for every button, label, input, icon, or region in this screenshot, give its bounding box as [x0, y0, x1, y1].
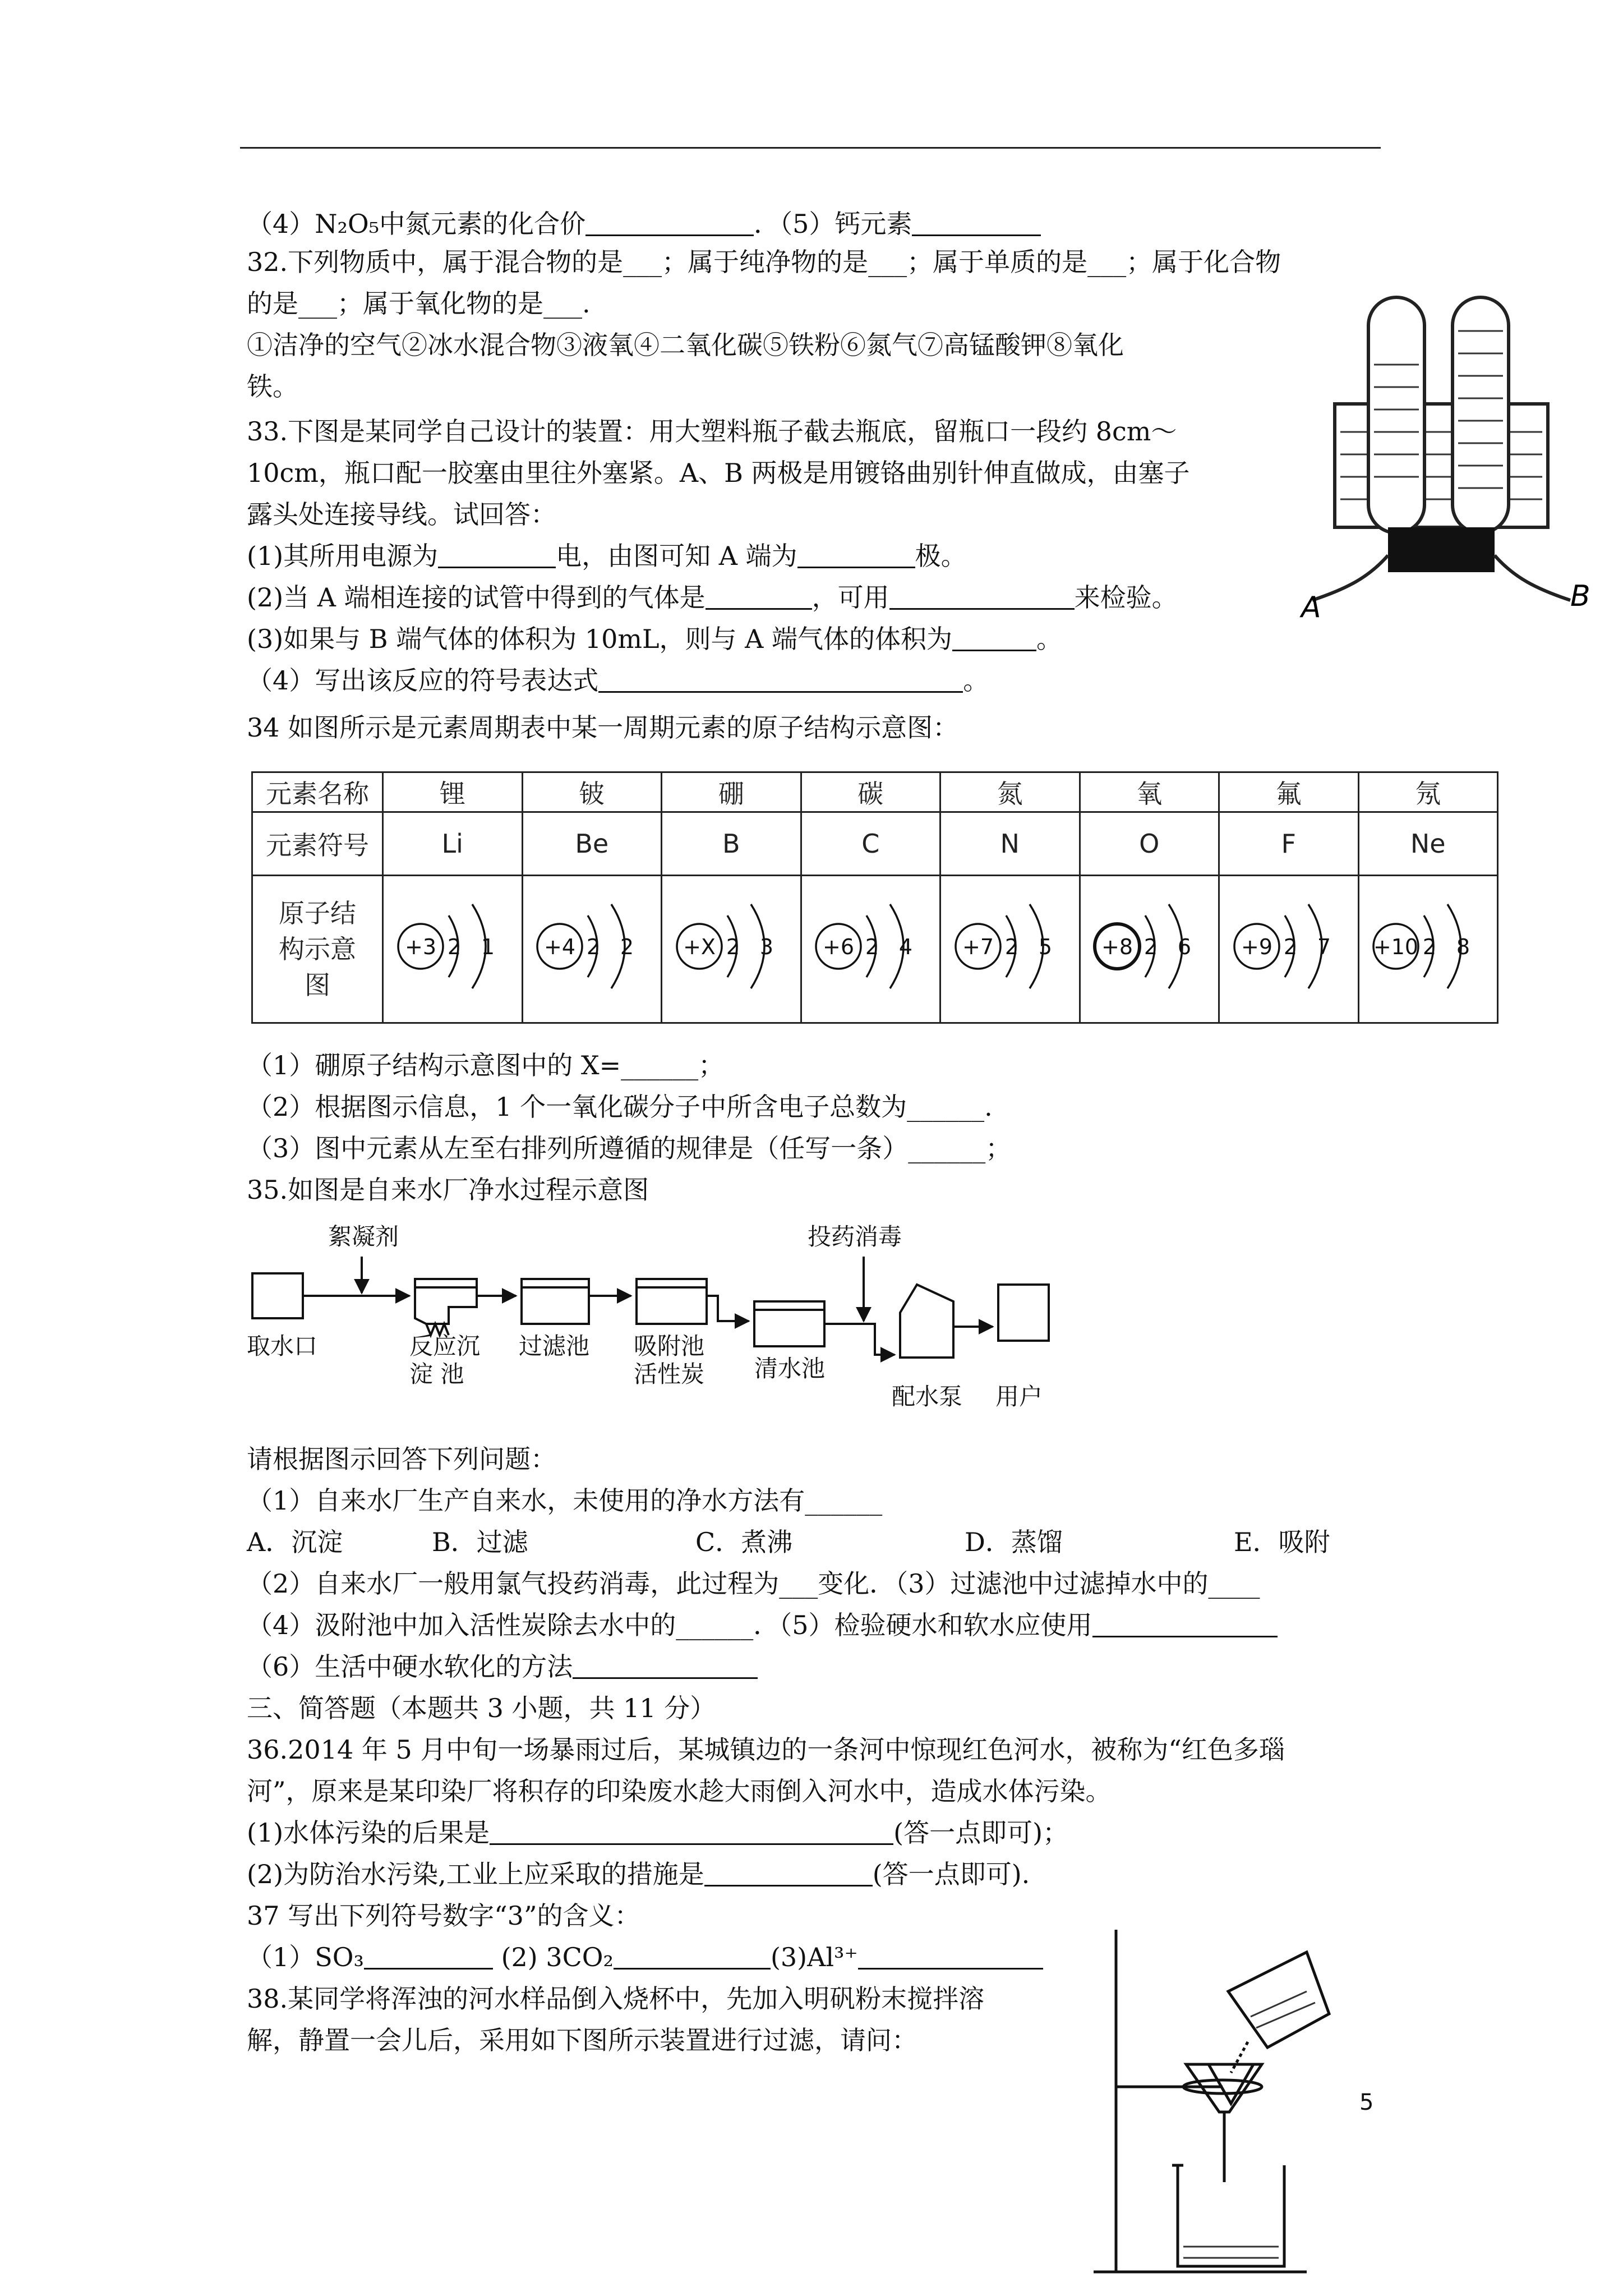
q35-6-text: （6）生活中硬水软化的方法 — [247, 1651, 573, 1682]
element-symbol: N — [940, 812, 1080, 876]
element-name: 硼 — [662, 772, 801, 812]
shell-2-electrons: 6 — [1178, 934, 1192, 959]
row-header — [252, 876, 383, 1023]
option-b: B．过滤 — [432, 1527, 528, 1557]
nucleus-charge: +X — [683, 934, 716, 959]
answer-blank[interactable] — [704, 1860, 873, 1887]
element-name: 碳 — [801, 772, 940, 812]
element-name: 氮 — [940, 772, 1080, 812]
q37-parts-line — [247, 1941, 1043, 1973]
q37-1-text: （1）SO₃ — [247, 1942, 364, 1972]
q34-2-line: （2）根据图示信息，1 个一氧化碳分子中所含电子总数为______. — [247, 1092, 993, 1122]
answer-blank[interactable] — [1092, 1611, 1278, 1637]
shell-2-electrons: 5 — [1038, 934, 1052, 959]
q35-ask-line: 请根据图示回答下列问题： — [247, 1444, 556, 1474]
table-row — [252, 876, 1498, 1023]
atom-diagram — [667, 885, 796, 1008]
shell-2-electrons: 4 — [899, 934, 913, 959]
element-name: 氧 — [1080, 772, 1219, 812]
q35-1-line: （1）自来水厂生产自来水，未使用的净水方法有______ — [247, 1485, 883, 1516]
atom-diagram-cell — [662, 876, 801, 1023]
q34-1-line: （1）硼原子结构示意图中的 X=______； — [247, 1050, 725, 1080]
shell-2-electrons: 3 — [759, 934, 773, 959]
settle-tank-label-2: 淀 池 — [409, 1360, 464, 1388]
nucleus-charge: +3 — [404, 934, 436, 959]
shell-1-electrons: 2 — [1423, 934, 1437, 959]
q36-1-text: (1)水体污染的后果是 — [247, 1818, 490, 1848]
q33-4-line — [247, 664, 989, 697]
shell-1-electrons: 2 — [1283, 934, 1297, 959]
q33-1-line — [247, 540, 967, 572]
answer-blank[interactable] — [598, 666, 963, 693]
q35-line: 35.如图是自来水厂净水过程示意图 — [247, 1175, 649, 1205]
shell-1-electrons: 2 — [1004, 934, 1018, 959]
q33-2-text-c: 来检验。 — [1074, 582, 1178, 613]
nucleus-charge: +7 — [962, 934, 994, 959]
answer-blank[interactable] — [490, 1819, 893, 1845]
element-symbol: Li — [383, 812, 523, 876]
electrode-b-label: B — [1570, 579, 1590, 613]
answer-blank[interactable] — [912, 210, 1041, 236]
row-header-text: 原子结构示意图 — [279, 898, 356, 1000]
answer-blank[interactable] — [889, 583, 1075, 610]
disinfect-label: 投药消毒 — [808, 1223, 902, 1250]
filtration-apparatus-figure — [1082, 1918, 1441, 2277]
answer-blank[interactable] — [614, 1943, 771, 1970]
option-d: D．蒸馏 — [965, 1527, 1063, 1557]
q35-4-text: （4）汲附池中加入活性炭除去水中的______．（5）检验硬水和软水应使用 — [247, 1610, 1092, 1640]
answer-blank[interactable] — [364, 1943, 493, 1970]
row-header: 元素符号 — [252, 812, 383, 876]
atomic-structure-table — [251, 771, 1498, 1024]
q33-line-a: 33.下图是某同学自己设计的装置：用大塑料瓶子截去瓶底，留瓶口一段约 8cm～ — [247, 416, 1177, 447]
header-rule — [240, 147, 1381, 149]
atom-diagram — [1085, 885, 1214, 1008]
q33-4-text-b: 。 — [963, 665, 989, 696]
q36-2-line — [247, 1858, 1030, 1890]
q33-1-text-b: 电，由图可知 A 端为 — [556, 541, 797, 571]
answer-blank[interactable] — [952, 625, 1036, 651]
nucleus-charge: +4 — [544, 934, 576, 959]
shell-2-electrons: 1 — [481, 934, 495, 959]
q32-line-a: 32.下列物质中，属于混合物的是___；属于纯净物的是___；属于单质的是___；属于化合物 — [247, 247, 1281, 277]
answer-blank[interactable] — [573, 1653, 758, 1679]
answer-blank[interactable] — [585, 210, 754, 236]
q33-2-text-a: (2)当 A 端相连接的试管中得到的气体是 — [247, 582, 706, 613]
nucleus-charge: +10 — [1373, 934, 1419, 959]
element-name: 氖 — [1358, 772, 1498, 812]
shell-2-electrons: 8 — [1456, 934, 1470, 959]
user-label: 用户 — [995, 1383, 1043, 1410]
q33-line-c: 露头处连接导线。试回答： — [247, 499, 556, 530]
element-symbol: F — [1219, 812, 1359, 876]
q33-1-text-a: (1)其所用电源为 — [247, 541, 439, 571]
option-a: A．沉淀 — [247, 1527, 343, 1557]
element-symbol: O — [1080, 812, 1219, 876]
option-e: E．吸附 — [1234, 1527, 1330, 1557]
shell-1-electrons: 2 — [726, 934, 740, 959]
settle-tank-label-1: 反应沉 — [409, 1332, 481, 1360]
element-name: 氟 — [1219, 772, 1359, 812]
q36-2-hint: (答一点即可). — [872, 1859, 1030, 1889]
filter-tank-label: 过滤池 — [519, 1332, 590, 1360]
clear-water-tank-label: 清水池 — [754, 1355, 826, 1382]
shell-1-electrons: 2 — [447, 934, 461, 959]
atom-diagram-cell — [801, 876, 940, 1023]
q36-line-b: 河”，原来是某印染厂将积存的印染废水趁大雨倒入河水中，造成水体污染。 — [247, 1776, 1112, 1806]
q33-2-text-b: ，可用 — [811, 582, 889, 613]
q31-line — [247, 208, 1041, 240]
atom-diagram-cell — [1219, 876, 1359, 1023]
element-name: 锂 — [383, 772, 523, 812]
nucleus-charge: +6 — [823, 934, 855, 959]
intake-label: 取水口 — [247, 1332, 318, 1360]
electrolysis-apparatus-figure — [1290, 286, 1604, 634]
q36-2-text: (2)为防治水污染,工业上应采取的措施是 — [247, 1859, 704, 1889]
shell-1-electrons: 2 — [1144, 934, 1158, 959]
q35-4-line — [247, 1609, 1278, 1641]
adsorb-tank-label-1: 吸附池 — [634, 1332, 705, 1360]
element-symbol: C — [801, 812, 940, 876]
atom-diagram — [1224, 885, 1353, 1008]
q33-4-text-a: （4）写出该反应的符号表达式 — [247, 665, 599, 696]
atom-diagram-cell — [940, 876, 1080, 1023]
atom-diagram — [1363, 885, 1492, 1008]
atom-diagram-cell — [1080, 876, 1219, 1023]
q32-line-b: 的是___；属于氧化物的是___. — [247, 288, 591, 319]
q32-line-c: ①洁净的空气②冰水混合物③液氧④二氧化碳⑤铁粉⑥氮气⑦高锰酸钾⑧氧化 — [247, 330, 1124, 360]
pump-label: 配水泵 — [892, 1383, 963, 1410]
q35-6-line — [247, 1650, 758, 1683]
element-symbol: Ne — [1358, 812, 1498, 876]
q36-1-line — [247, 1816, 1068, 1849]
atom-diagram-cell — [1358, 876, 1498, 1023]
q36-1-hint: (答一点即可)； — [893, 1818, 1069, 1848]
atom-diagram — [806, 885, 935, 1008]
q33-3-text-b: 。 — [1036, 624, 1062, 654]
page-number: 5 — [1359, 2090, 1374, 2115]
q38-line-b: 解，静置一会儿后，采用如下图所示装置进行过滤，请问： — [247, 2025, 917, 2055]
element-name: 铍 — [522, 772, 662, 812]
row-header: 元素名称 — [252, 772, 383, 812]
q33-2-line — [247, 581, 1178, 614]
nucleus-charge: +9 — [1241, 934, 1272, 959]
q37-2-text: (2) 3CO₂ — [501, 1942, 614, 1972]
q37-3-text: (3)Al³⁺ — [770, 1942, 858, 1972]
shell-1-electrons: 2 — [587, 934, 601, 959]
q33-line-b: 10cm，瓶口配一胶塞由里往外塞紧。A、B 两极是用镀铬曲别针伸直做成，由塞子 — [247, 458, 1190, 488]
q33-1-text-c: 极。 — [915, 541, 967, 571]
section-3-title: 三、简答题（本题共 3 小题，共 11 分） — [247, 1693, 716, 1723]
shell-2-electrons: 7 — [1317, 934, 1331, 959]
answer-blank[interactable] — [797, 542, 915, 568]
nucleus-charge: +8 — [1101, 934, 1133, 959]
q34-3-line: （3）图中元素从左至右排列所遵循的规律是（任写一条）______； — [247, 1133, 1012, 1163]
electrode-a-label: A — [1301, 591, 1321, 624]
q31-4-text: （4）N₂O₅中氮元素的化合价 — [247, 209, 586, 239]
atom-diagram-cell — [522, 876, 662, 1023]
q34-line: 34 如图所示是元素周期表中某一周期元素的原子结构示意图： — [247, 712, 959, 743]
answer-blank[interactable] — [438, 542, 556, 568]
element-symbol: Be — [522, 812, 662, 876]
q35-2-line: （2）自来水厂一般用氯气投药消毒，此过程为___变化．（3）过滤池中过滤掉水中的____ — [247, 1568, 1260, 1599]
atom-diagram — [946, 885, 1075, 1008]
answer-blank[interactable] — [858, 1943, 1043, 1970]
q33-3-text-a: (3)如果与 B 端气体的体积为 10mL，则与 A 端气体的体积为 — [247, 624, 952, 654]
q36-line-a: 36.2014 年 5 月中旬一场暴雨过后，某城镇边的一条河中惊现红色河水，被称为“红色多瑙 — [247, 1734, 1285, 1765]
table-row — [252, 772, 1498, 812]
shell-1-electrons: 2 — [865, 934, 879, 959]
q33-3-line — [247, 623, 1062, 655]
atom-diagram-cell — [383, 876, 523, 1023]
element-symbol: B — [662, 812, 801, 876]
q31-5-text: ．（5）钙元素 — [754, 209, 912, 239]
water-treatment-process-figure — [247, 1223, 1088, 1425]
shell-2-electrons: 2 — [620, 934, 634, 959]
answer-blank[interactable] — [706, 583, 812, 610]
option-c: C．煮沸 — [695, 1527, 793, 1557]
q32-line-d: 铁。 — [247, 371, 298, 402]
q37-line: 37 写出下列符号数字“3”的含义： — [247, 1901, 640, 1931]
q38-line-a: 38.某同学将浑浊的河水样品倒入烧杯中，先加入明矾粉末搅拌溶 — [247, 1984, 985, 2014]
table-row — [252, 812, 1498, 876]
adsorb-tank-label-2: 活性炭 — [634, 1360, 705, 1388]
atom-diagram — [388, 885, 517, 1008]
flocculant-label: 絮凝剂 — [328, 1223, 399, 1250]
atom-diagram — [527, 885, 656, 1008]
